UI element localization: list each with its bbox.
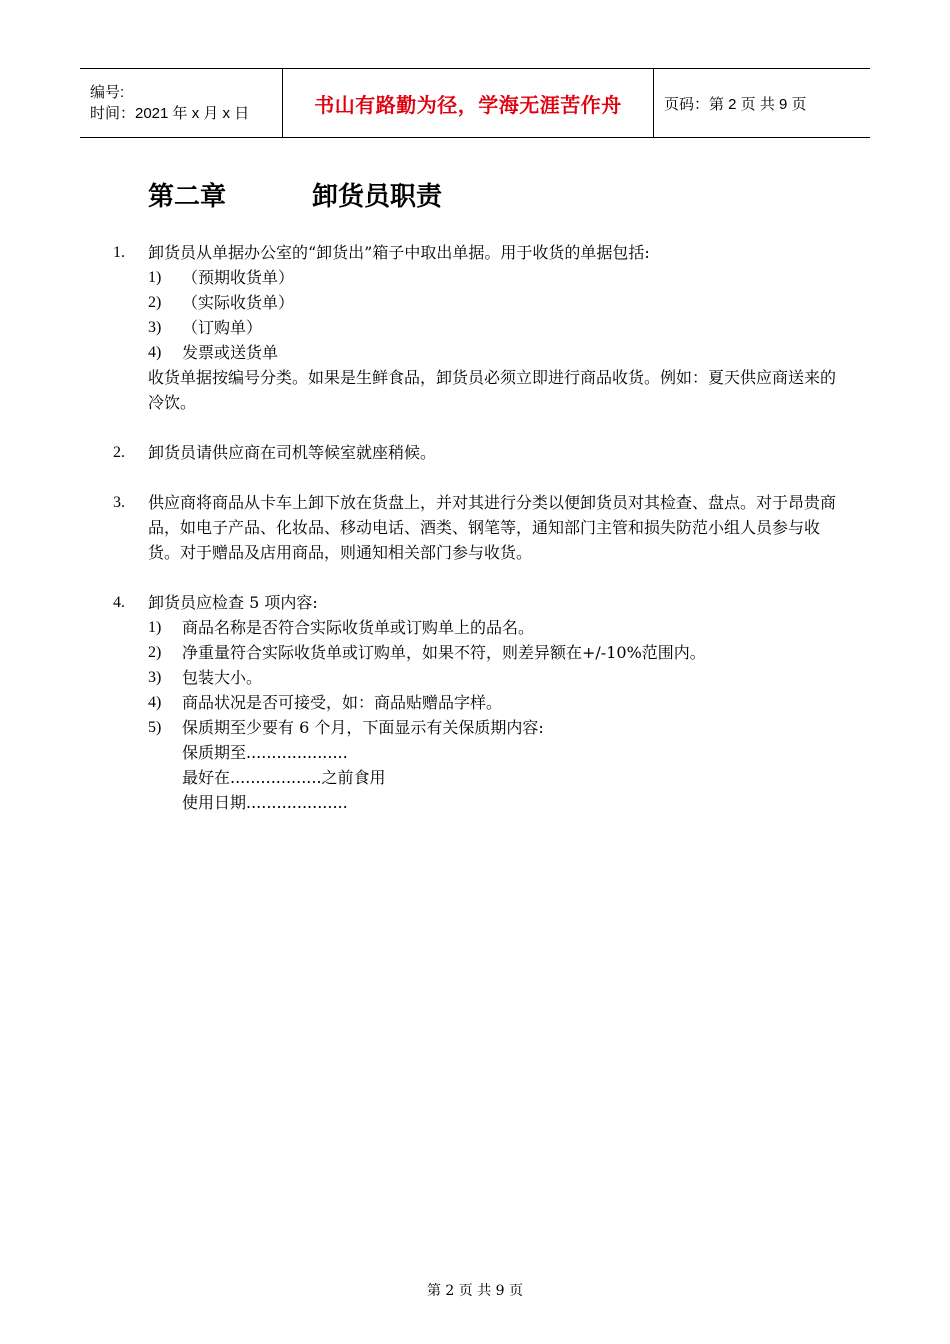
sub-item-number: 3) [148, 319, 162, 336]
page-code: 页码：第 2 页 共 9 页 [664, 95, 807, 113]
list-item-1 [0, 240, 950, 415]
item-text: 供应商将商品从卡车上卸下放在货盘上，并对其进行分类以便卸货员对其检查、盘点。对于昂贵商品，如电子产品、化妆品、移动电话、酒类、钢笔等，通知部门主管和损失防范小组人员参与收货。对于赠品及店用商品，则通知相关部门参与收货。 [148, 493, 837, 562]
sub-item-number: 4) [148, 694, 162, 711]
sub-item-number: 3) [148, 669, 162, 686]
shelf-life-detail: 使用日期.................... [182, 793, 348, 812]
sub-item-text: 发票或送货单 [182, 343, 279, 362]
sub-item [0, 690, 950, 715]
sub-item-text: 净重量符合实际收货单或订购单，如果不符，则差异额在+/-10%范围内。 [182, 643, 706, 662]
sub-item [0, 640, 950, 665]
item-number: 1. [113, 244, 125, 261]
sub-item [0, 265, 950, 290]
item-text: 卸货员请供应商在司机等候室就座稍候。 [148, 443, 437, 462]
item-number: 3. [113, 494, 125, 511]
list-item-2 [0, 440, 950, 465]
list-item-3 [0, 490, 950, 565]
sub-item [0, 665, 950, 690]
sub-item-number: 1) [148, 619, 162, 636]
shelf-life-detail: 最好在..................之前食用 [182, 768, 386, 787]
header-page-cell [654, 69, 870, 137]
item-number: 2. [113, 444, 125, 461]
sub-item-text: （实际收货单） [182, 293, 295, 312]
item-followup-text: 收货单据按编号分类。如果是生鲜食品，卸货员必须立即进行商品收货。例如：夏天供应商送来的冷饮。 [148, 368, 837, 412]
number-label: 编号: [90, 84, 125, 101]
sub-item-number: 2) [148, 294, 162, 311]
sub-item-number: 1) [148, 269, 162, 286]
sub-item-number: 5) [148, 719, 162, 736]
sub-item-number: 4) [148, 344, 162, 361]
sub-item [0, 340, 950, 365]
sub-item-text: 商品名称是否符合实际收货单或订购单上的品名。 [182, 618, 535, 637]
sub-item [0, 315, 950, 340]
sub-item-number: 2) [148, 644, 162, 661]
sub-item [0, 615, 950, 640]
sub-item-text: 保质期至少要有 6 个月，下面显示有关保质期内容: [182, 718, 544, 737]
page-footer: 第 2 页 共 9 页 [426, 1283, 524, 1299]
sub-item-text: （预期收货单） [182, 268, 295, 287]
item-number: 4. [113, 594, 125, 611]
sub-item-text: 商品状况是否可接受，如：商品贴赠品字样。 [182, 693, 503, 712]
list-item-4 [0, 590, 950, 815]
shelf-life-detail: 保质期至.................... [182, 743, 348, 762]
time-label: 时间：2021 年 x 月 x 日 [90, 105, 250, 122]
item-text: 卸货员应检查 5 项内容: [148, 593, 318, 612]
motto-text: 书山有路勤为径，学海无涯苦作舟 [314, 92, 622, 117]
item-text: 卸货员从单据办公室的“卸货出”箱子中取出单据。用于收货的单据包括: [148, 243, 650, 262]
header-left-cell [80, 69, 282, 137]
sub-item-text: （订购单） [182, 318, 263, 337]
chapter-title: 卸货员职责 [312, 182, 443, 212]
header-motto-cell [282, 69, 654, 137]
chapter-heading [148, 176, 442, 213]
document-header [80, 68, 870, 138]
sub-item [0, 290, 950, 315]
sub-item [0, 715, 950, 740]
chapter-number: 第二章 [148, 182, 227, 212]
sub-item-text: 包装大小。 [182, 668, 263, 687]
document-body [0, 240, 950, 840]
